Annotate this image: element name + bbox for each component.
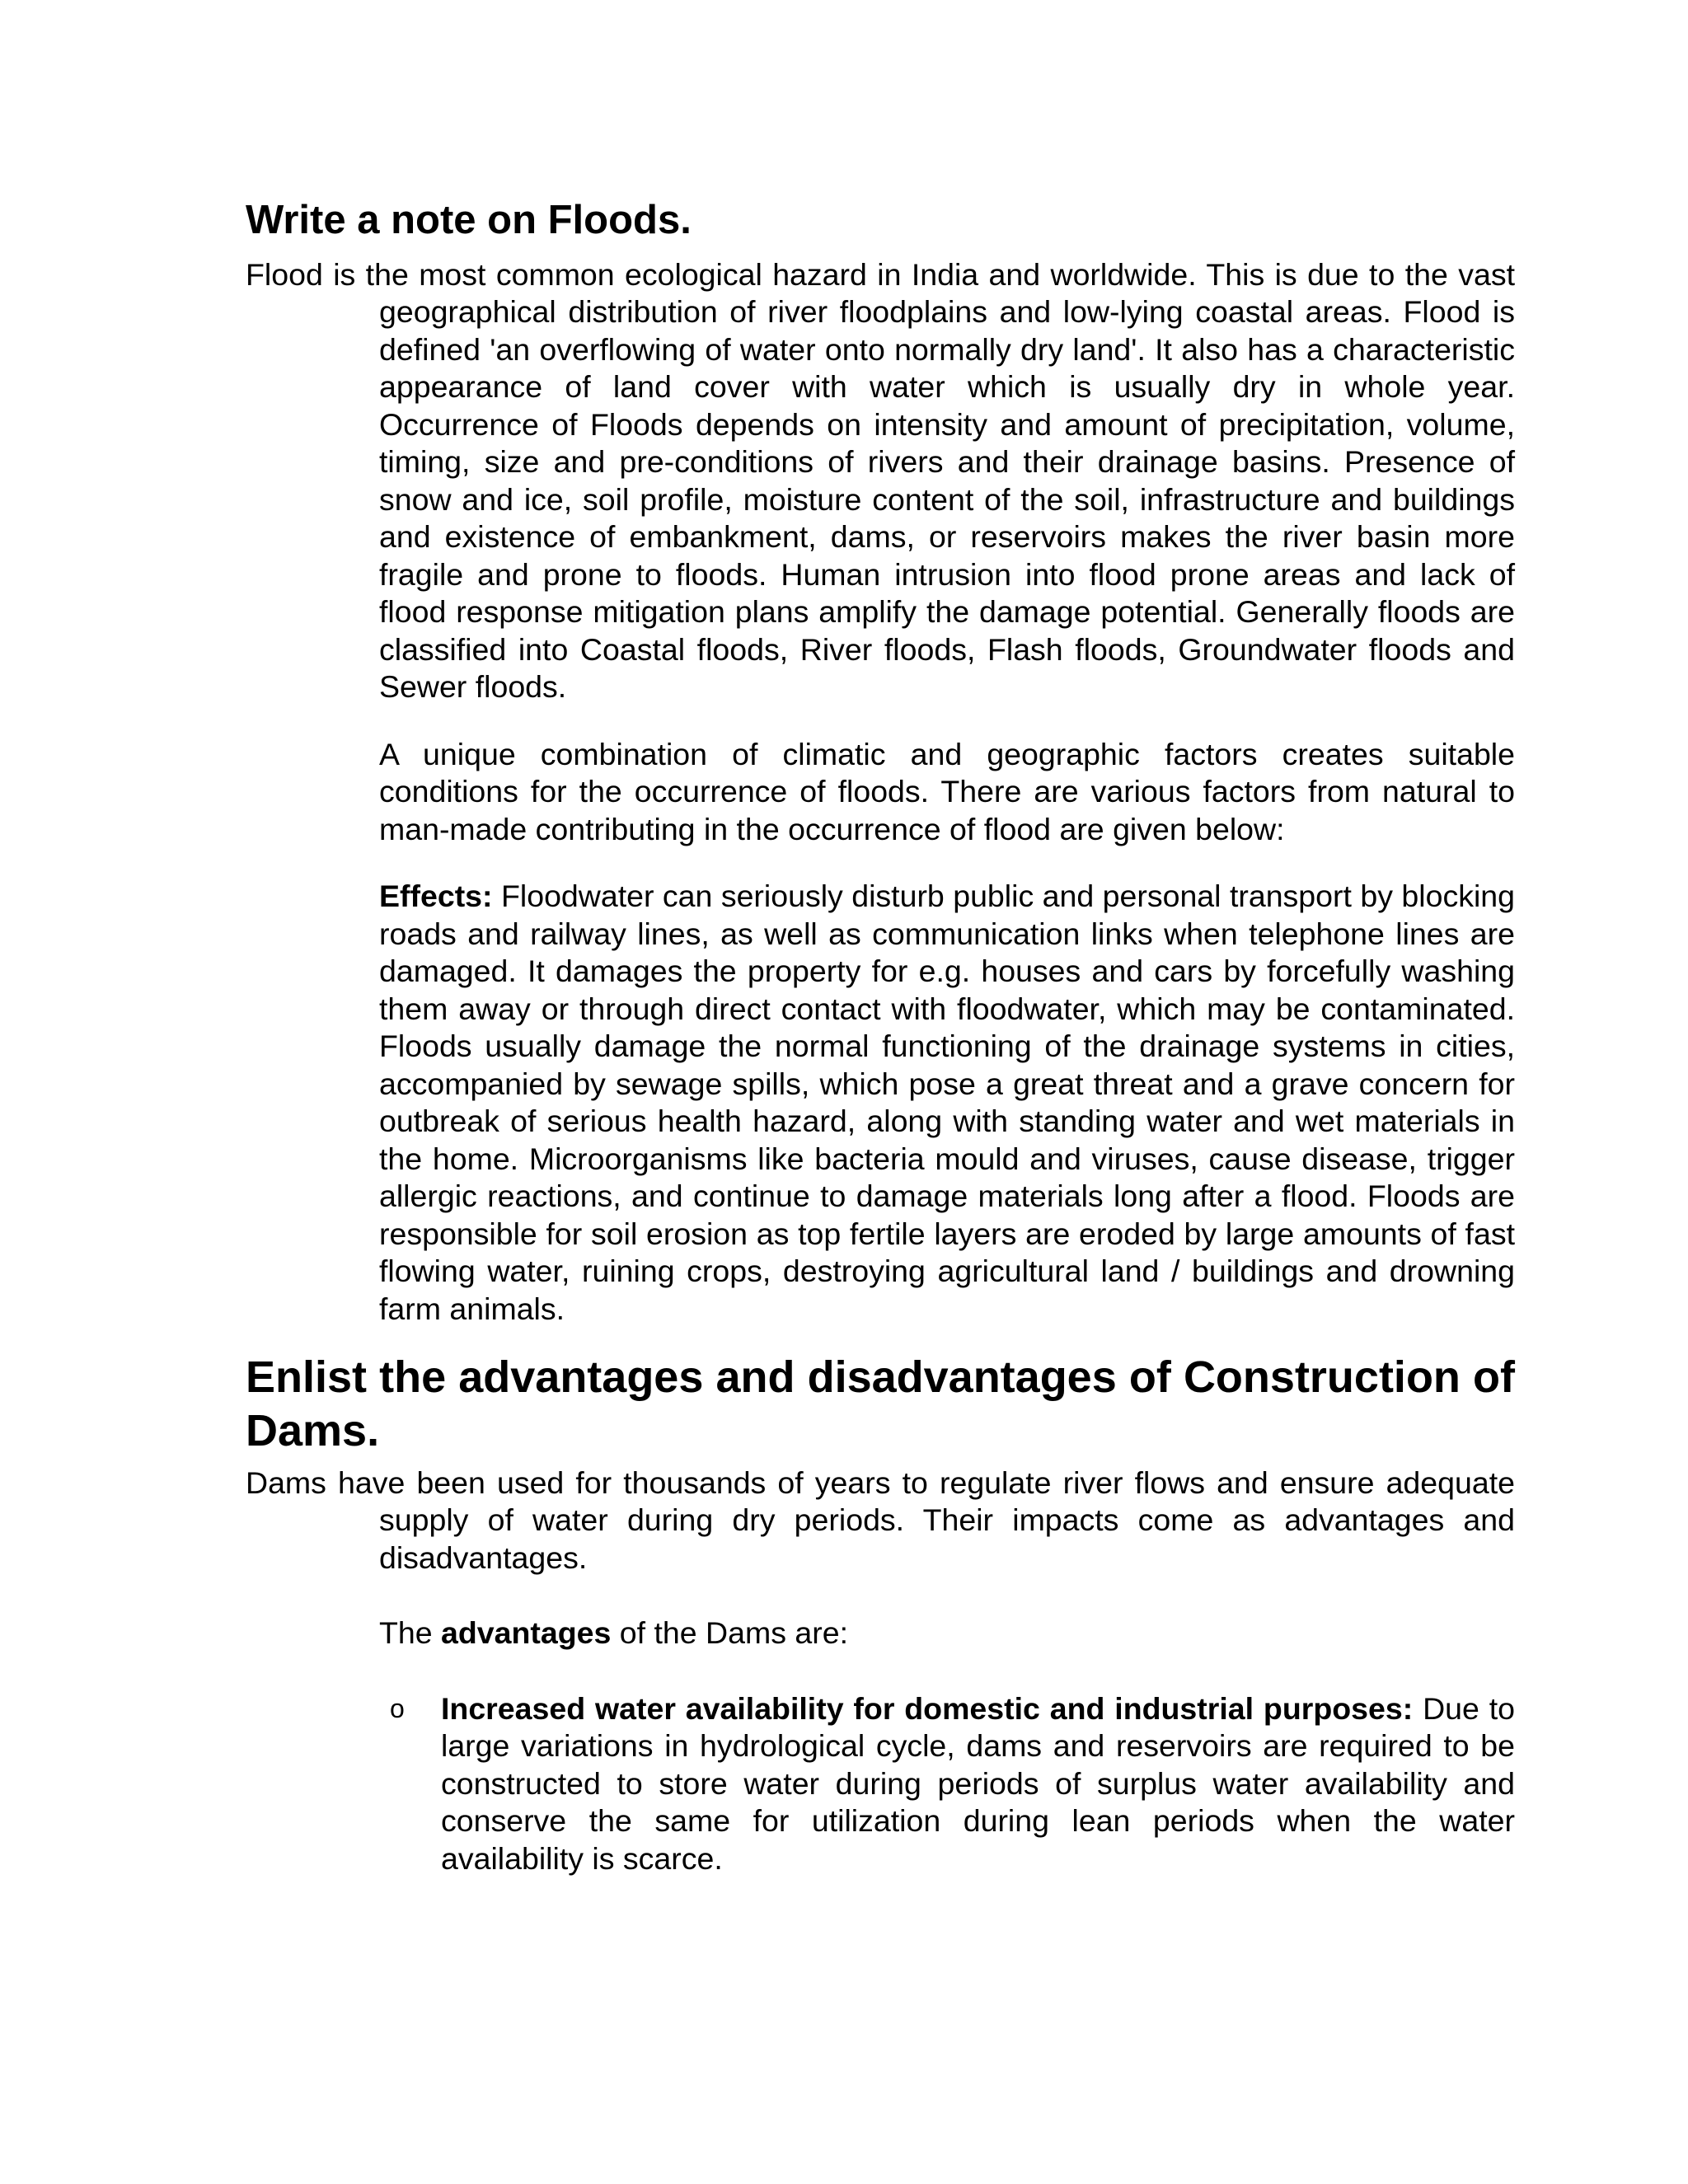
dams-intro-paragraph: Dams have been used for thousands of years to regulate river flows and ensure adequate supply of water during dry periods. Their impacts come as advantages and disadvantages. [246, 1465, 1515, 1575]
list-item [246, 1690, 1515, 1878]
bullet-icon: o [390, 1693, 405, 1723]
advantages-prefix: The [379, 1615, 442, 1651]
floods-paragraph-2: A unique combination of climatic and geographic factors creates suitable conditions for the occurrence of floods. There are various factors from natural to man-made contributing in the occurrence of flood are given below: [379, 736, 1515, 846]
effects-paragraph [246, 878, 1515, 1328]
list-item-title: Increased water availability for domestic and industrial purposes: [441, 1690, 1414, 1726]
floods-paragraph-1: Flood is the most common ecological hazard in India and worldwide. This is due to the vast geographical distribution of river floodplains and low-lying coastal areas. Flood is defined 'an overflowing of water onto normally dry land'. It also has a characteristic appearance of land cover with water which is usually dry in whole year. Occurrence of Floods depends on intensity and amount of precipitation, volume, timing, size and pre-conditions of rivers and their drainage basins. Presence of snow and ice, soil profile, moisture content of the soil, infrastructure and buildings and existence of embankment, dams, or reservoirs makes the river basin more fragile and prone to floods. Human intrusion into flood prone areas and lack of flood response mitigation plans amplify the damage potential. Generally floods are classified into Coastal floods, River floods, Flash floods, Groundwater floods and Sewer floods. [246, 256, 1515, 705]
dams-heading: Enlist the advantages and disadvantages of Construction of Dams. [246, 1352, 1515, 1456]
advantages-suffix: of the Dams are: [611, 1615, 849, 1651]
list-item-text: Due to large variations in hydrological cycle, dams and reservoirs are required to be constructed to store water during periods of surplus water availability and conserve the same for utilization during lean periods when the water availability is scarce. [441, 1690, 1515, 1876]
effects-text: Floodwater can seriously disturb public and personal transport by blocking roads and railway lines, as well as communication links when telephone lines are damaged. It damages the property for e.g. houses and cars by forcefully washing them away or through direct contact with floodwater, which may be contaminated. Floods usually damage the normal functioning of the drainage systems in cities, accompanied by sewage spills, which pose a great threat and a grave concern for outbreak of serious health hazard, along with standing water and wet materials in the home. Microorganisms like bacteria mould and viruses, cause disease, trigger allergic reactions, and continue to damage materials long after a flood. Floods are responsible for soil erosion as top fertile layers are eroded by large amounts of fast flowing water, ruining crops, destroying agricultural land / buildings and drowning farm animals. [379, 879, 1515, 1326]
floods-heading: Write a note on Floods. [246, 198, 692, 242]
effects-label: Effects: [379, 879, 493, 914]
advantages-word: advantages [441, 1615, 612, 1651]
advantages-lead [246, 1615, 1515, 1652]
document-page [246, 196, 1515, 1877]
